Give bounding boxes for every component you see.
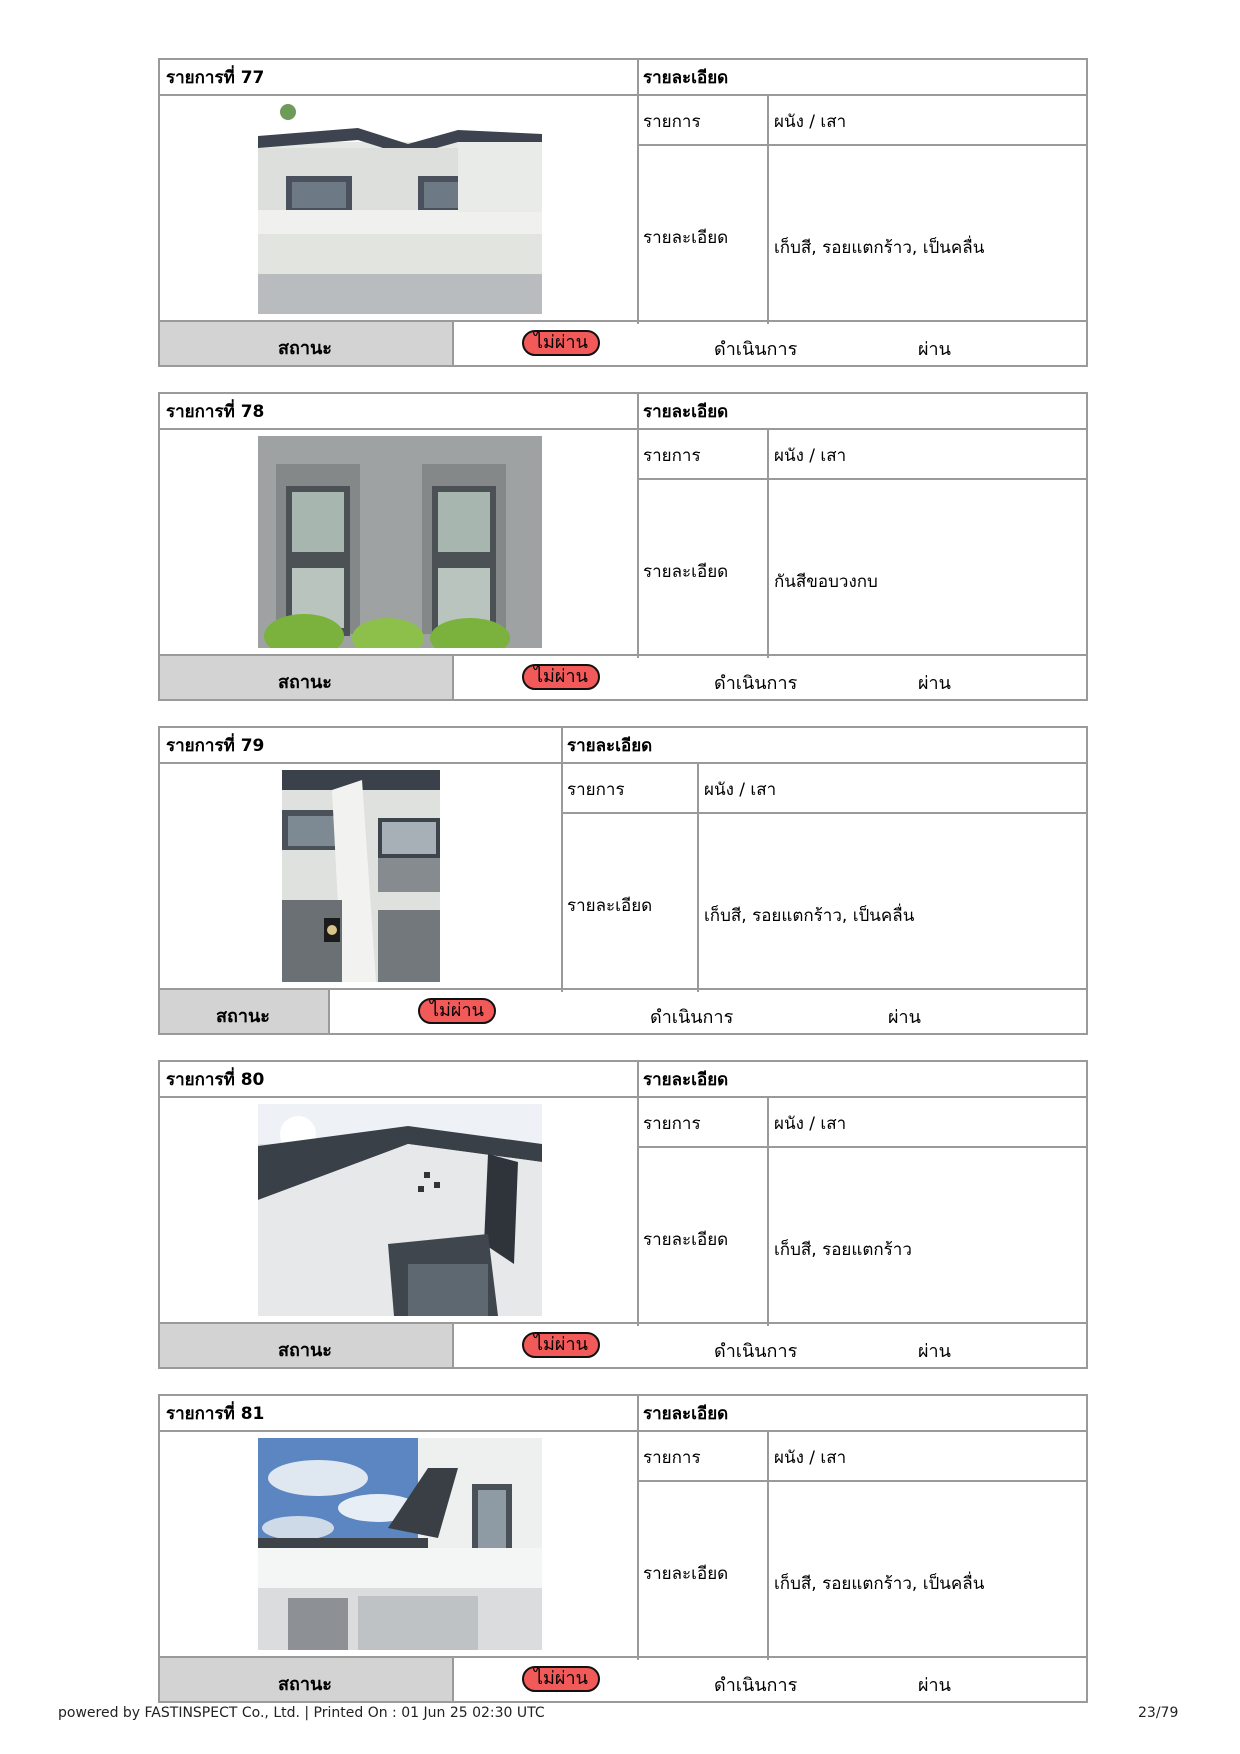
item-title: รายการที่ 78 <box>166 402 265 422</box>
detail-header: รายละเอียด <box>643 1070 729 1090</box>
detail-header: รายละเอียด <box>643 402 729 422</box>
status-fail-badge[interactable]: ไม่ผ่าน <box>522 1666 600 1692</box>
status-pass-option[interactable]: ผ่าน <box>888 1007 921 1028</box>
detail-value: กันสีขอบวงกบ <box>774 572 878 592</box>
status-label: สถานะ <box>278 1340 332 1361</box>
status-inprogress-option[interactable]: ดำเนินการ <box>714 339 798 360</box>
status-inprogress-option[interactable]: ดำเนินการ <box>714 673 798 694</box>
status-pass-option[interactable]: ผ่าน <box>918 1341 951 1362</box>
item-value: ผนัง / เสา <box>774 1114 847 1134</box>
label-item: รายการ <box>643 446 701 466</box>
status-fail-badge[interactable]: ไม่ผ่าน <box>522 330 600 356</box>
label-item: รายการ <box>643 1448 701 1468</box>
status-pass-option[interactable]: ผ่าน <box>918 1675 951 1696</box>
status-row <box>160 320 1086 365</box>
item-value: ผนัง / เสา <box>704 780 777 800</box>
status-row <box>160 1322 1086 1367</box>
detail-value: เก็บสี, รอยแตกร้าว, เป็นคลื่น <box>704 906 915 926</box>
status-pass-option[interactable]: ผ่าน <box>918 673 951 694</box>
status-inprogress-option[interactable]: ดำเนินการ <box>714 1675 798 1696</box>
inspection-item-80 <box>158 1060 1088 1369</box>
inspection-item-77 <box>158 58 1088 367</box>
item-value: ผนัง / เสา <box>774 446 847 466</box>
item-title: รายการที่ 80 <box>166 1070 265 1090</box>
item-header-row <box>160 394 1086 430</box>
label-detail: รายละเอียด <box>643 228 729 248</box>
detail-header: รายละเอียด <box>643 68 729 88</box>
status-label: สถานะ <box>278 338 332 359</box>
item-title: รายการที่ 79 <box>166 736 265 756</box>
inspection-item-79 <box>158 726 1088 1035</box>
detail-header: รายละเอียด <box>643 1404 729 1424</box>
label-item: รายการ <box>643 1114 701 1134</box>
label-detail: รายละเอียด <box>643 562 729 582</box>
status-pass-option[interactable]: ผ่าน <box>918 339 951 360</box>
label-item: รายการ <box>643 112 701 132</box>
inspection-photo[interactable] <box>258 1438 542 1650</box>
inspection-item-81 <box>158 1394 1088 1703</box>
detail-value: เก็บสี, รอยแตกร้าว <box>774 1240 912 1260</box>
inspection-photo[interactable] <box>282 770 440 982</box>
label-item: รายการ <box>567 780 625 800</box>
status-inprogress-option[interactable]: ดำเนินการ <box>714 1341 798 1362</box>
inspection-photo[interactable] <box>258 436 542 648</box>
inspection-photo[interactable] <box>258 102 542 314</box>
footer-printed-info: powered by FASTINSPECT Co., Ltd. | Printed On : 01 Jun 25 02:30 UTC <box>58 1705 545 1721</box>
item-header-row <box>160 1396 1086 1432</box>
status-fail-badge[interactable]: ไม่ผ่าน <box>522 664 600 690</box>
item-value: ผนัง / เสา <box>774 1448 847 1468</box>
item-value: ผนัง / เสา <box>774 112 847 132</box>
label-detail: รายละเอียด <box>567 896 653 916</box>
page-number: 23/79 <box>1138 1705 1179 1721</box>
status-inprogress-option[interactable]: ดำเนินการ <box>650 1007 734 1028</box>
detail-value: เก็บสี, รอยแตกร้าว, เป็นคลื่น <box>774 1574 985 1594</box>
status-row <box>160 654 1086 699</box>
status-label: สถานะ <box>216 1006 270 1027</box>
item-header-row <box>160 728 1086 764</box>
inspection-item-78 <box>158 392 1088 701</box>
inspection-photo[interactable] <box>258 1104 542 1316</box>
label-detail: รายละเอียด <box>643 1564 729 1584</box>
item-header-row <box>160 60 1086 96</box>
item-title: รายการที่ 77 <box>166 68 265 88</box>
item-title: รายการที่ 81 <box>166 1404 265 1424</box>
detail-value: เก็บสี, รอยแตกร้าว, เป็นคลื่น <box>774 238 985 258</box>
label-detail: รายละเอียด <box>643 1230 729 1250</box>
status-label: สถานะ <box>278 672 332 693</box>
status-fail-badge[interactable]: ไม่ผ่าน <box>418 998 496 1024</box>
detail-header: รายละเอียด <box>567 736 653 756</box>
status-row <box>160 1656 1086 1701</box>
status-row <box>160 988 1086 1033</box>
item-header-row <box>160 1062 1086 1098</box>
status-label: สถานะ <box>278 1674 332 1695</box>
status-fail-badge[interactable]: ไม่ผ่าน <box>522 1332 600 1358</box>
